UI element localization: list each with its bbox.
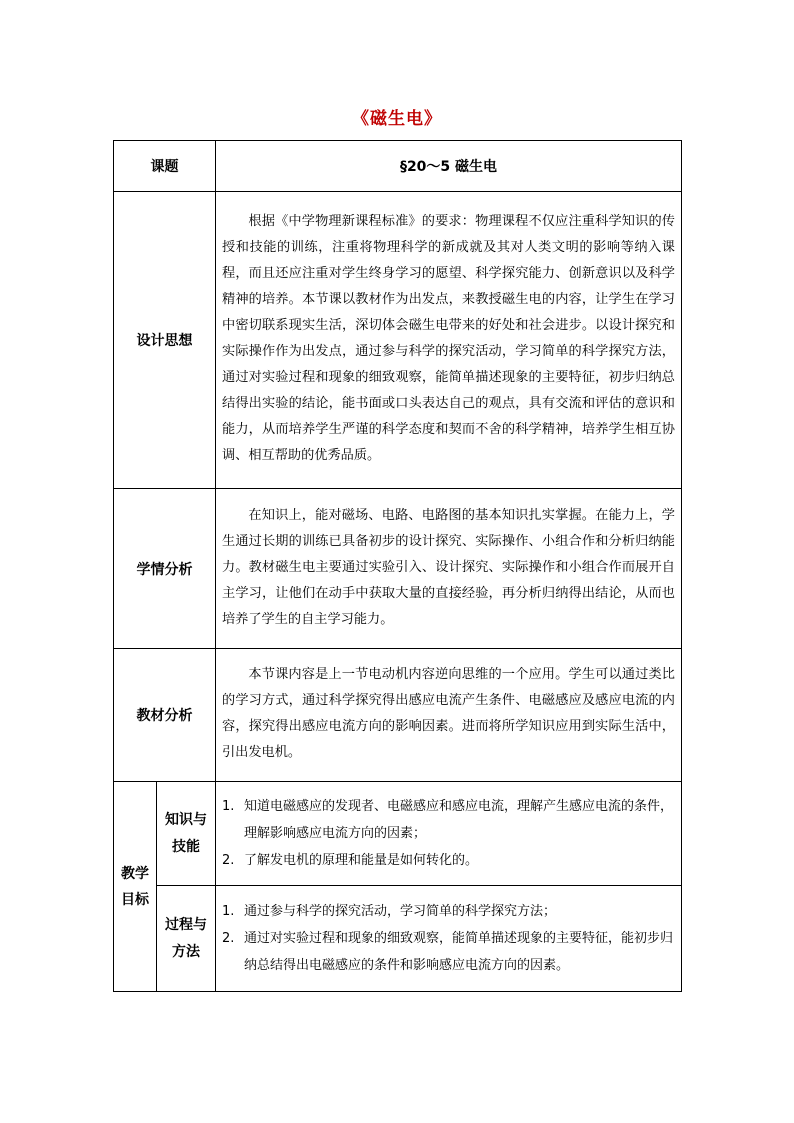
list-item <box>222 793 675 847</box>
topic-value: §20～5 磁生电 <box>216 141 682 192</box>
material-label: 教材分析 <box>114 649 216 782</box>
knowledge-content <box>216 782 682 886</box>
topic-row <box>114 141 682 192</box>
list-text: 通过对实验过程和现象的细致观察，能简单描述现象的主要特征，能初步归纳总结得出电磁感应的条件和影响感应电流方向的因素。 <box>244 931 674 973</box>
process-label-line2: 方法 <box>172 943 200 960</box>
material-text: 本节课内容是上一节电动机内容逆向思维的一个应用。学生可以通过类比的学习方式，通过科学探究得出感应电流产生条件、电磁感应及感应电流的内容，探究得出感应电流方向的影响因素。进而将所学知识应用到实际生活中，引出发电机。 <box>222 667 675 760</box>
list-item <box>222 847 675 874</box>
knowledge-label-line2: 技能 <box>172 838 200 855</box>
design-text: 根据《中学物理新课程标准》的要求：物理课程不仅应注重科学知识的传授和技能的训练，注重将物理科学的新成就及其对人类文明的影响等纳入课程，而且还应注重对学生终身学习的愿望、科学探究能力、创新意识以及科学精神的培养。本节课以教材作为出发点，来教授磁生电的内容，让学生在学习中密切联系现实生活，深切体会磁生电带来的好处和社会进步。以设计探究和实际操作作为出发点，通过参与科学的探究活动，学习简单的科学探究方法，通过对实验过程和现象的细致观察，能简单描述现象的主要特征，初步归纳总结得出实验的结论，能书面或口头表达自己的观点，具有交流和评估的意识和能力，从而培养学生严谨的科学态度和契而不舍的科学精神，培养学生相互协调、相互帮助的优秀品质。 <box>222 214 675 463</box>
goals-label-line2: 目标 <box>121 891 149 908</box>
list-item <box>222 925 675 979</box>
design-row <box>114 192 682 489</box>
knowledge-row <box>114 782 682 886</box>
list-text: 通过参与科学的探究活动，学习简单的科学探究方法； <box>244 904 557 919</box>
process-label-line1: 过程与 <box>165 916 207 933</box>
students-text: 在知识上，能对磁场、电路、电路图的基本知识扎实掌握。在能力上，学生通过长期的训练已具备初步的设计探究、实际操作、小组合作和分析归纳能力。教材磁生电主要通过实验引入、设计探究、实际操作和小组合作而展开自主学习，让他们在动手中获取大量的直接经验，再分析归纳得出结论，从而也培养了学生的自主学习能力。 <box>222 507 675 627</box>
list-item <box>222 898 675 925</box>
students-row <box>114 489 682 649</box>
process-label <box>157 886 216 992</box>
list-number: 1. <box>222 799 235 814</box>
list-number: 2. <box>222 853 235 868</box>
design-label: 设计思想 <box>114 192 216 489</box>
goals-label-line1: 教学 <box>121 865 149 882</box>
process-content <box>216 886 682 992</box>
students-content <box>216 489 682 649</box>
material-content <box>216 649 682 782</box>
document-title: 《磁生电》 <box>352 109 442 129</box>
knowledge-label <box>157 782 216 886</box>
process-row <box>114 886 682 992</box>
lesson-plan-table <box>113 140 682 992</box>
knowledge-label-line1: 知识与 <box>165 811 207 828</box>
list-text: 了解发电机的原理和能量是如何转化的。 <box>244 853 479 868</box>
design-content <box>216 192 682 489</box>
list-text: 知道电磁感应的发现者、电磁感应和感应电流，理解产生感应电流的条件，理解影响感应电流方向的因素； <box>244 799 674 841</box>
goals-label <box>114 782 157 992</box>
list-number: 2. <box>222 931 235 946</box>
students-label: 学情分析 <box>114 489 216 649</box>
topic-label: 课题 <box>114 141 216 192</box>
material-row <box>114 649 682 782</box>
list-number: 1. <box>222 904 235 919</box>
